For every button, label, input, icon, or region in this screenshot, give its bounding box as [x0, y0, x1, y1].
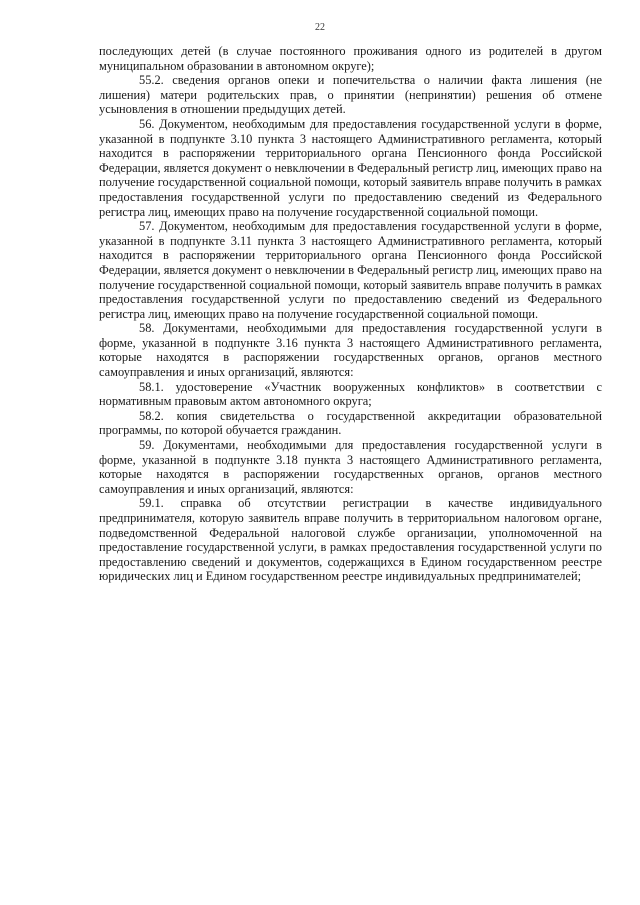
paragraph-56: 56. Документом, необходимым для предоставления государственной услуги в форме, указанной в подпункте 3.10 пункта 3 настоящего Административного регламента, который находится в распоряжении территориального органа Пенсионного фонда Российской Федерации, является документ о невключении в Федеральный регистр лиц, имеющих право на получение государственной социальной помощи, который заявитель вправе получить в рамках предоставления государственной услуги по предоставлению сведений из Федерального регистра лиц, имеющих право на получение государственной социальной помощи.: [99, 116, 602, 219]
document-body: [99, 44, 602, 584]
paragraph-58: 58. Документами, необходимыми для предоставления государственной услуги в форме, указанной в подпункте 3.16 пункта 3 настоящего Административного регламента, которые находятся в распоряжении государственных органов, органов местного самоуправления и иных организаций, являются:: [99, 321, 602, 380]
paragraph-58-2: 58.2. копия свидетельства о государственной аккредитации образовательной программы, по которой обучается гражданин.: [99, 408, 602, 438]
paragraph-57: 57. Документом, необходимым для предоставления государственной услуги в форме, указанной в подпункте 3.11 пункта 3 настоящего Административного регламента, который находится в распоряжении территориального органа Пенсионного фонда Российской Федерации, является документ о невключении в Федеральный регистр лиц, имеющих право на получение государственной социальной помощи, который заявитель вправе получить в рамках предоставления государственной услуги по предоставлению сведений из Федерального регистра лиц, имеющих право на получение государственной социальной помощи.: [99, 219, 602, 321]
page-number: 22: [315, 22, 325, 33]
paragraph-continuation: последующих детей (в случае постоянного проживания одного из родителей в другом муниципальном образовании в автономном округе);: [99, 44, 602, 73]
paragraph-59-1: 59.1. справка об отсутствии регистрации в качестве индивидуального предпринимателя, которую заявитель вправе получить в территориальном налоговом органе, подведомственной Федеральной налоговой службе организации, уполномоченной на предоставление государственной услуги, в рамках предоставления государственной услуги по предоставлению сведений и документов, содержащихся в Едином государственном реестре юридических лиц и Едином государственном реестре индивидуальных предпринимателей;: [99, 496, 602, 584]
paragraph-59: 59. Документами, необходимыми для предоставления государственной услуги в форме, указанной в подпункте 3.18 пункта 3 настоящего Административного регламента, которые находятся в распоряжении государственных органов, органов местного самоуправления и иных организаций, являются:: [99, 438, 602, 496]
paragraph-58-1: 58.1. удостоверение «Участник вооруженных конфликтов» в соответствии с нормативным правовым актом автономного округа;: [99, 379, 602, 409]
paragraph-55-2: 55.2. сведения органов опеки и попечительства о наличии факта лишения (не лишения) матери родительских прав, о принятии (непринятии) решения об отмене усыновления в отношении предыдущих детей.: [99, 73, 602, 117]
